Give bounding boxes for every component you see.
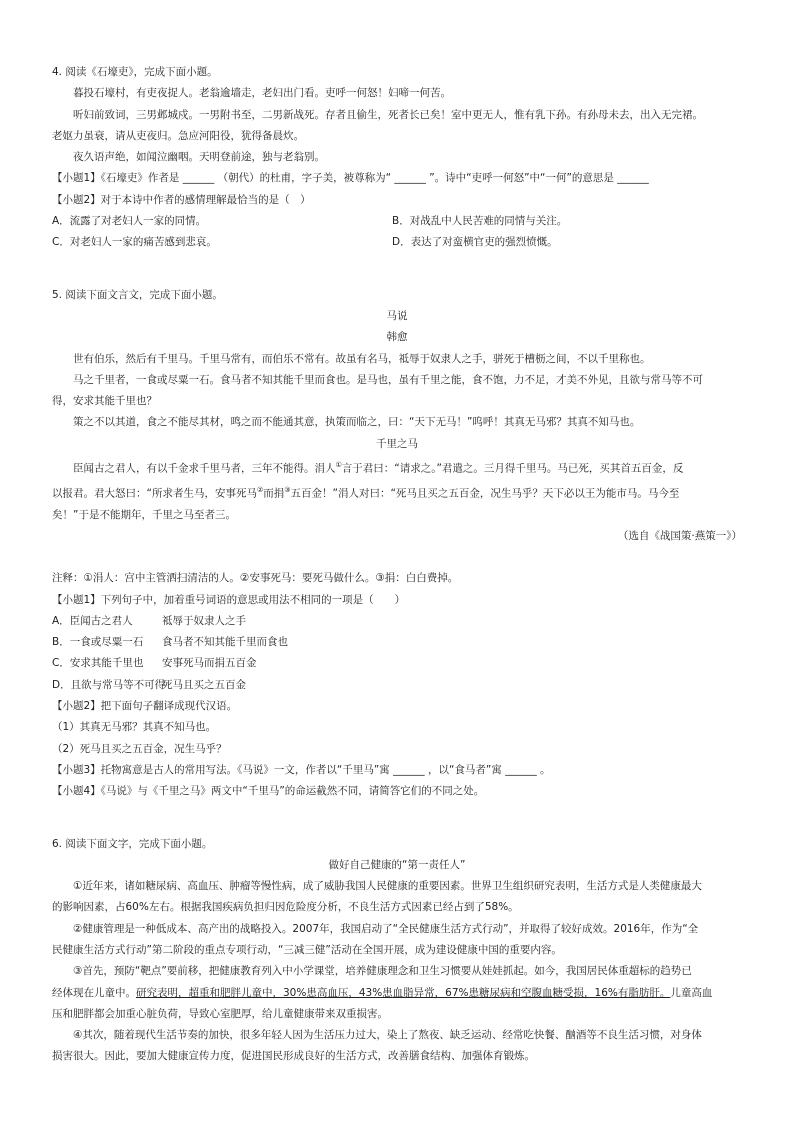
q4-option-d[interactable]: D．表达了对蛮横官吏的强烈愤慨。 — [392, 236, 558, 249]
q5-text-line — [52, 455, 742, 480]
note-mark-2: ② — [256, 485, 264, 494]
q5-trans-2: （2）死马且买之五百金，况生马乎？ — [52, 742, 227, 755]
q6-underlined-sentence: 研究表明，超重和肥胖儿童中，30%患高血压，43%患血脂异常，67%患糖尿病和空腹血糖受损，16%有脂肪肝。 — [136, 986, 671, 999]
q5-note: 注释：①涓人：宫中主管洒扫清洁的人。②安事死马：要死马做什么。③捐：白白费掉。 — [52, 572, 459, 585]
q6-text-line: 压和肥胖都会加重心脏负荷，导致心室肥厚，给儿童健康带来双重损害。 — [52, 1007, 388, 1020]
option-right: 食马者不知其能千里而食也 — [162, 636, 288, 649]
q5-text-seg: 而捐 — [263, 487, 285, 500]
q5-source: （选自《战国策·燕策一》） — [617, 529, 742, 542]
q5-text-line: 策之不以其道，食之不能尽其材，鸣之而不能通其意，执策而临之，曰：“天下无马！”呜呼！其真无马邪？其真不知马也。 — [73, 416, 641, 429]
option-left: B．一食或尽粟一石 — [52, 636, 144, 649]
q6-text-line: ④其次，随着现代生活节奏的加快，很多年轻人因为生活压力过大，染上了熬夜、缺乏运动、经常吃快餐、酗酒等不良生活习惯，对身体 — [73, 1029, 702, 1042]
q5-option-c[interactable] — [52, 653, 742, 674]
option-right: 安事死马而捐五百金 — [162, 657, 257, 670]
q4-poem-line: 暮投石壕村，有吏夜捉人。老翁逾墙走，老妇出门看。吏呼一何怒！妇啼一何苦。 — [73, 87, 451, 100]
q5-option-a[interactable] — [52, 611, 742, 632]
option-left: C．安求其能千里也 — [52, 657, 144, 670]
q4-poem-line: 夜久语声绝，如闻泣幽咽。天明登前途，独与老翁别。 — [73, 151, 325, 164]
q6-text-line: ③首先，预防“靶点”要前移，把健康教育列入中小学课堂，培养健康理念和卫生习惯要从娃娃抓起。如今，我国居民体重超标的趋势已 — [73, 965, 692, 978]
q6-text-line: 的影响因素，占60%左右。根据我国疾病负担归因危险度分析，不良生活方式因素已经占到了58%。 — [52, 901, 519, 914]
q6-title: 做好自己健康的“第一责任人” — [328, 858, 466, 871]
q6-text-line: ②健康管理是一种低成本、高产出的战略投入。2007年，我国启动了“全民健康生活方式行动”，并取得了较好成效。2016年，作为“全 — [73, 922, 699, 935]
q4-sub2: 【小题2】对于本诗中作者的感情理解最恰当的是（ ） — [52, 193, 311, 206]
q5-title-mashuo: 马说 — [386, 309, 408, 322]
q5-option-d[interactable] — [52, 675, 742, 696]
q4-options-row — [52, 211, 742, 232]
q5-sub3: 【小题3】托物寓意是古人的常用写法。《马说》一文，作者以“千里马”寓 ______ ，以“食马者”寓 ______ 。 — [52, 763, 551, 776]
q5-author: 韩愈 — [386, 331, 408, 344]
q6-text-line — [52, 983, 742, 1004]
q5-text-line — [52, 480, 742, 505]
exam-page — [52, 62, 742, 1068]
option-right: 祗辱于奴隶人之手 — [162, 614, 246, 627]
q4-sub1: 【小题1】《石壕吏》作者是 ______ （朝代）的杜甫，字子美，被尊称为“ ______ ”。诗中“吏呼一何怒”中“一何”的意思是 ______ — [52, 172, 649, 185]
q6-text-seg: 儿童高血 — [670, 986, 713, 999]
note-mark-1: ① — [335, 461, 342, 470]
q5-text-line: 马之千里者，一食或尽粟一石。食马者不知其能千里而食也。是马也，虽有千里之能，食不饱，力不足，才美不外见，且欲与常马等不可 — [73, 373, 703, 386]
q6-text-line: 民健康生活方式行动”第二阶段的重点专项行动，“三减三健”活动在全国开展，成为建设健康中国的重要内容。 — [52, 943, 562, 956]
q5-text-seg: 言于君曰：“请求之。”君遣之。三月得千里马。马已死，买其首五百金，反 — [341, 462, 684, 475]
q4-option-a[interactable]: A．流露了对老妇人一家的同情。 — [52, 215, 207, 228]
q5-text-seg: 以报君。君大怒曰：“所求者生马，安事死马 — [52, 487, 257, 500]
q5-trans-1: （1）其真无马邪？其真不知马也。 — [52, 721, 217, 734]
q5-text-line: 得，安求其能千里也？ — [52, 395, 157, 408]
q6-text-line: 损害很大。因此，要加大健康宣传力度，促进国民形成良好的生活方式，改善膳食结构、加强体育锻炼。 — [52, 1050, 535, 1063]
q5-sub1: 【小题1】下列句子中，加着重号词语的意思或用法不相同的一项是（ ） — [52, 593, 406, 606]
q4-header: 4. 阅读《石壕吏》，完成下面小题。 — [52, 66, 218, 78]
q5-sub2: 【小题2】把下面句子翻译成现代汉语。 — [52, 700, 238, 713]
option-left: A．臣闻古之君人 — [52, 614, 133, 627]
q5-text-line: 矣！”于是不能期年，千里之马至者三。 — [52, 508, 236, 521]
q6-text-seg: 经体现在儿童中。 — [52, 986, 136, 999]
q5-text-seg: 五百金！”涓人对曰：“死马且买之五百金，况生马乎？天下必以王为能市马。马今至 — [290, 487, 680, 500]
q4-option-b[interactable]: B．对战乱中人民苦难的同情与关注。 — [392, 215, 568, 228]
q5-text-line: 世有伯乐，然后有千里马。千里马常有，而伯乐不常有。故虽有名马，祗辱于奴隶人之手，骈死于槽枥之间，不以千里称也。 — [73, 352, 651, 365]
q5-text-seg: 臣闻古之君人，有以千金求千里马者，三年不能得。涓人 — [73, 462, 336, 475]
q4-poem-line: 听妇前致词，三男邺城戍。一男附书至，二男新战死。存者且偷生，死者长已矣！室中更无人，惟有乳下孙。有孙母未去，出入无完裙。 — [73, 108, 703, 121]
q4-options-row — [52, 232, 742, 253]
q5-sub4: 【小题4】《马说》与《千里之马》两文中“千里马”的命运截然不同，请简答它们的不同之处。 — [52, 785, 485, 798]
q5-header: 5. 阅读下面文言文，完成下面小题。 — [52, 288, 223, 301]
note-mark-3: ③ — [284, 485, 291, 494]
option-left: D．且欲与常马等不可得 — [52, 678, 166, 691]
q6-header: 6. 阅读下面文字，完成下面小题。 — [52, 837, 213, 850]
q4-option-c[interactable]: C．对老妇人一家的痛苦感到悲哀。 — [52, 236, 217, 249]
q4-poem-line: 老妪力虽衰，请从吏夜归。急应河阳役，犹得备晨炊。 — [52, 129, 304, 142]
option-right: 死马且买之五百金 — [162, 678, 246, 691]
q6-text-line: ①近年来，诸如糖尿病、高血压、肿瘤等慢性病，成了威胁我国人民健康的重要因素。世界卫生组织研究表明，生活方式是人类健康最大 — [73, 880, 702, 893]
q5-title-qianlizhima: 千里之马 — [376, 437, 418, 450]
q5-option-b[interactable] — [52, 632, 742, 653]
